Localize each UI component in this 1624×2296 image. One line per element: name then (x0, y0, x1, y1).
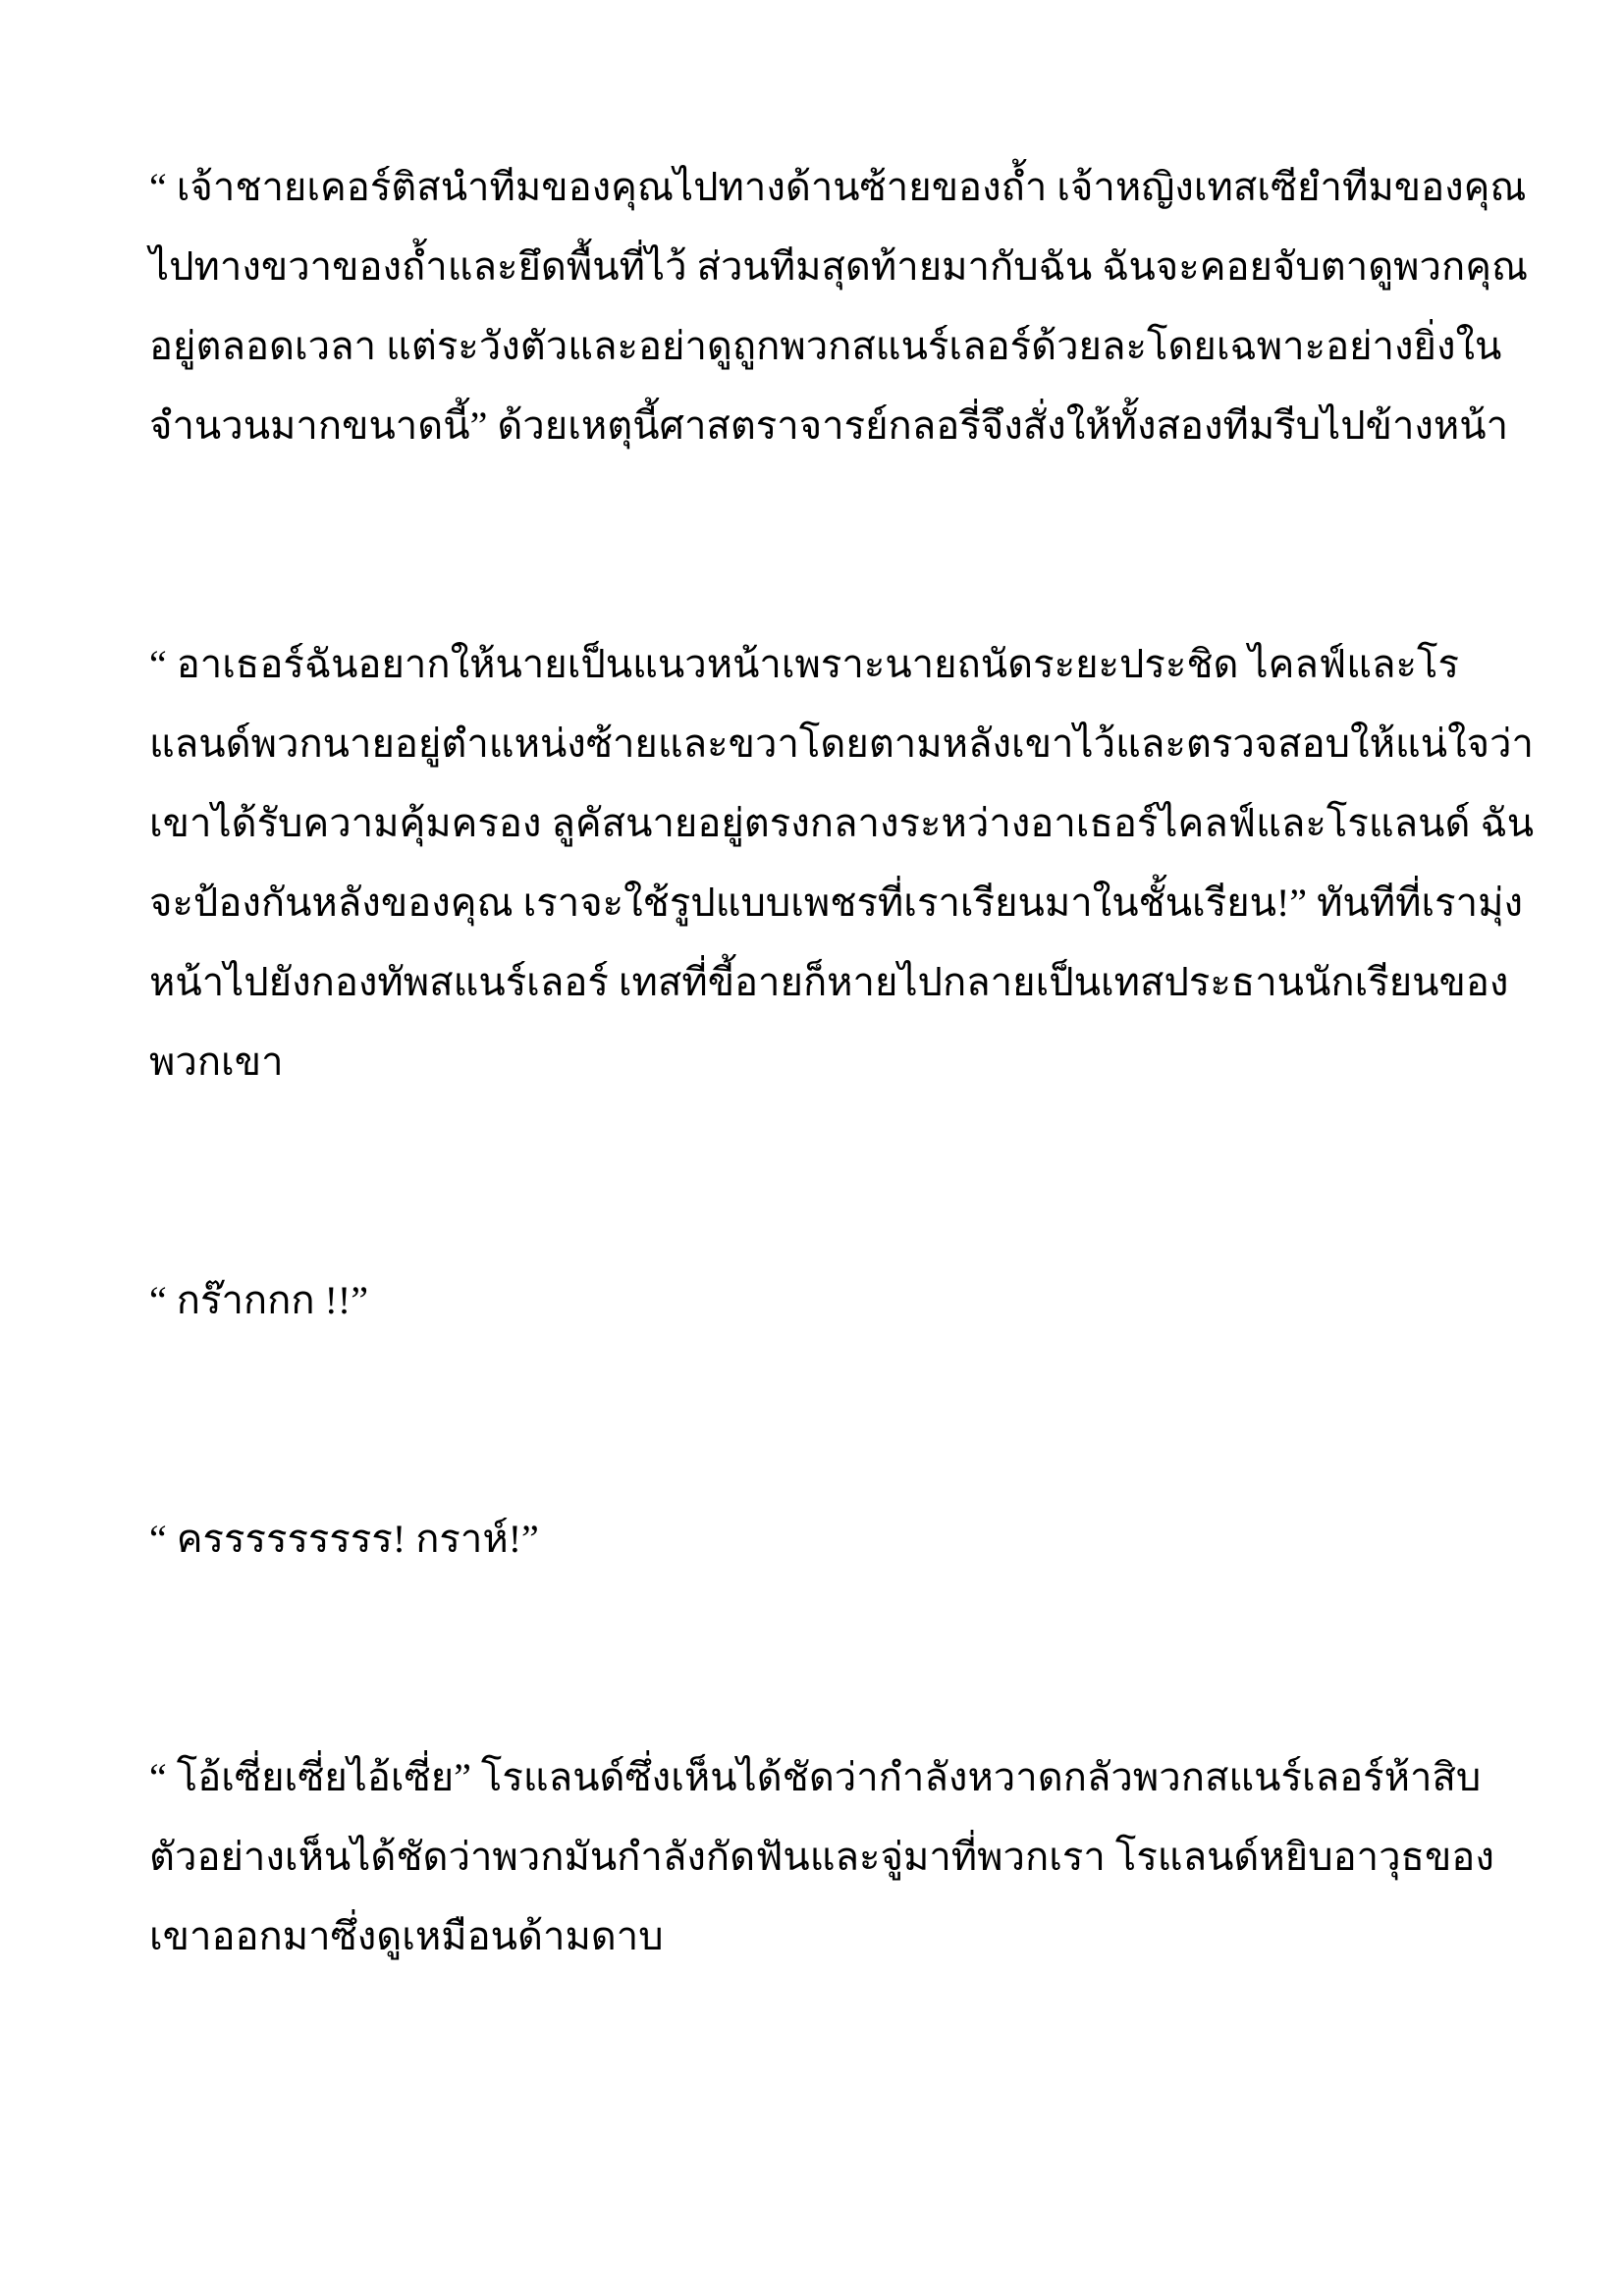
text-line: พวกเขา (149, 1040, 284, 1084)
text-line: “ อาเธอร์ฉันอยากให้นายเป็นแนวหน้าเพราะนายถนัดระยะประชิด ไคลฟ์และโร (149, 642, 1459, 686)
text-line: “ โอ้เซี่ยเซี่ยไอ้เซี่ย” โรแลนด์ซึ่งเห็นได้ชัดว่ากำลังหวาดกลัวพวกสแนร์เลอร์ห้าสิบ (149, 1755, 1482, 1799)
text-line: เขาออกมาซึ่งดูเหมือนด้ามดาบ (149, 1914, 664, 1958)
text-line: ไปทางขวาของถ้ำและยึดพื้นที่ไว้ ส่วนทีมสุดท้ายมากับฉัน ฉันจะคอยจับตาดูพวกคุณ (149, 244, 1529, 289)
text-line: จะป้องกันหลังของคุณ เราจะใช้รูปแบบเพชรที่เราเรียนมาในชั้นเรียน!” ทันทีที่เรามุ่ง (149, 881, 1524, 925)
text-line: “ กร๊ากกก !!” (149, 1278, 368, 1322)
paragraph-1 (149, 147, 1529, 465)
text-line: อยู่ตลอดเวลา แต่ระวังตัวและอย่าดูถูกพวกสแนร์เลอร์ด้วยละโดยเฉพาะอย่างยิ่งใน (149, 324, 1502, 368)
paragraph-4 (149, 1499, 1477, 1578)
paragraph-5 (149, 1737, 1494, 1976)
text-line: จำนวนมากขนาดนี้” ด้วยเหตุนี้ศาสตราจารย์กลอรี่จึงสั่งให้ทั้งสองทีมรีบไปข้างหน้า (149, 403, 1509, 448)
text-line: หน้าไปยังกองทัพสแนร์เลอร์ เทสที่ขี้อายก็หายไปกลายเป็นเทสประธานนักเรียนของ (149, 960, 1509, 1004)
text-line: เขาได้รับความคุ้มครอง ลูคัสนายอยู่ตรงกลางระหว่างอาเธอร์ไคลฟ์และโรแลนด์ ฉัน (149, 801, 1535, 845)
text-line: “ ครรรรรรรรร! กราห์!” (149, 1517, 539, 1561)
text-line: แลนด์พวกนายอยู่ตำแหน่งซ้ายและขวาโดยตามหลังเขาไว้และตรวจสอบให้แน่ใจว่า (149, 721, 1534, 766)
text-line: “ เจ้าชายเคอร์ติสนำทีมของคุณไปทางด้านซ้ายของถ้ำ เจ้าหญิงเทสเซียำทีมของคุณ (149, 165, 1527, 209)
paragraph-3 (149, 1260, 1477, 1340)
text-line: ตัวอย่างเห็นได้ชัดว่าพวกมันกำลังกัดฟันและจู่มาที่พวกเรา โรแลนด์หยิบอาวุธของ (149, 1835, 1494, 1879)
paragraph-2 (149, 624, 1535, 1101)
